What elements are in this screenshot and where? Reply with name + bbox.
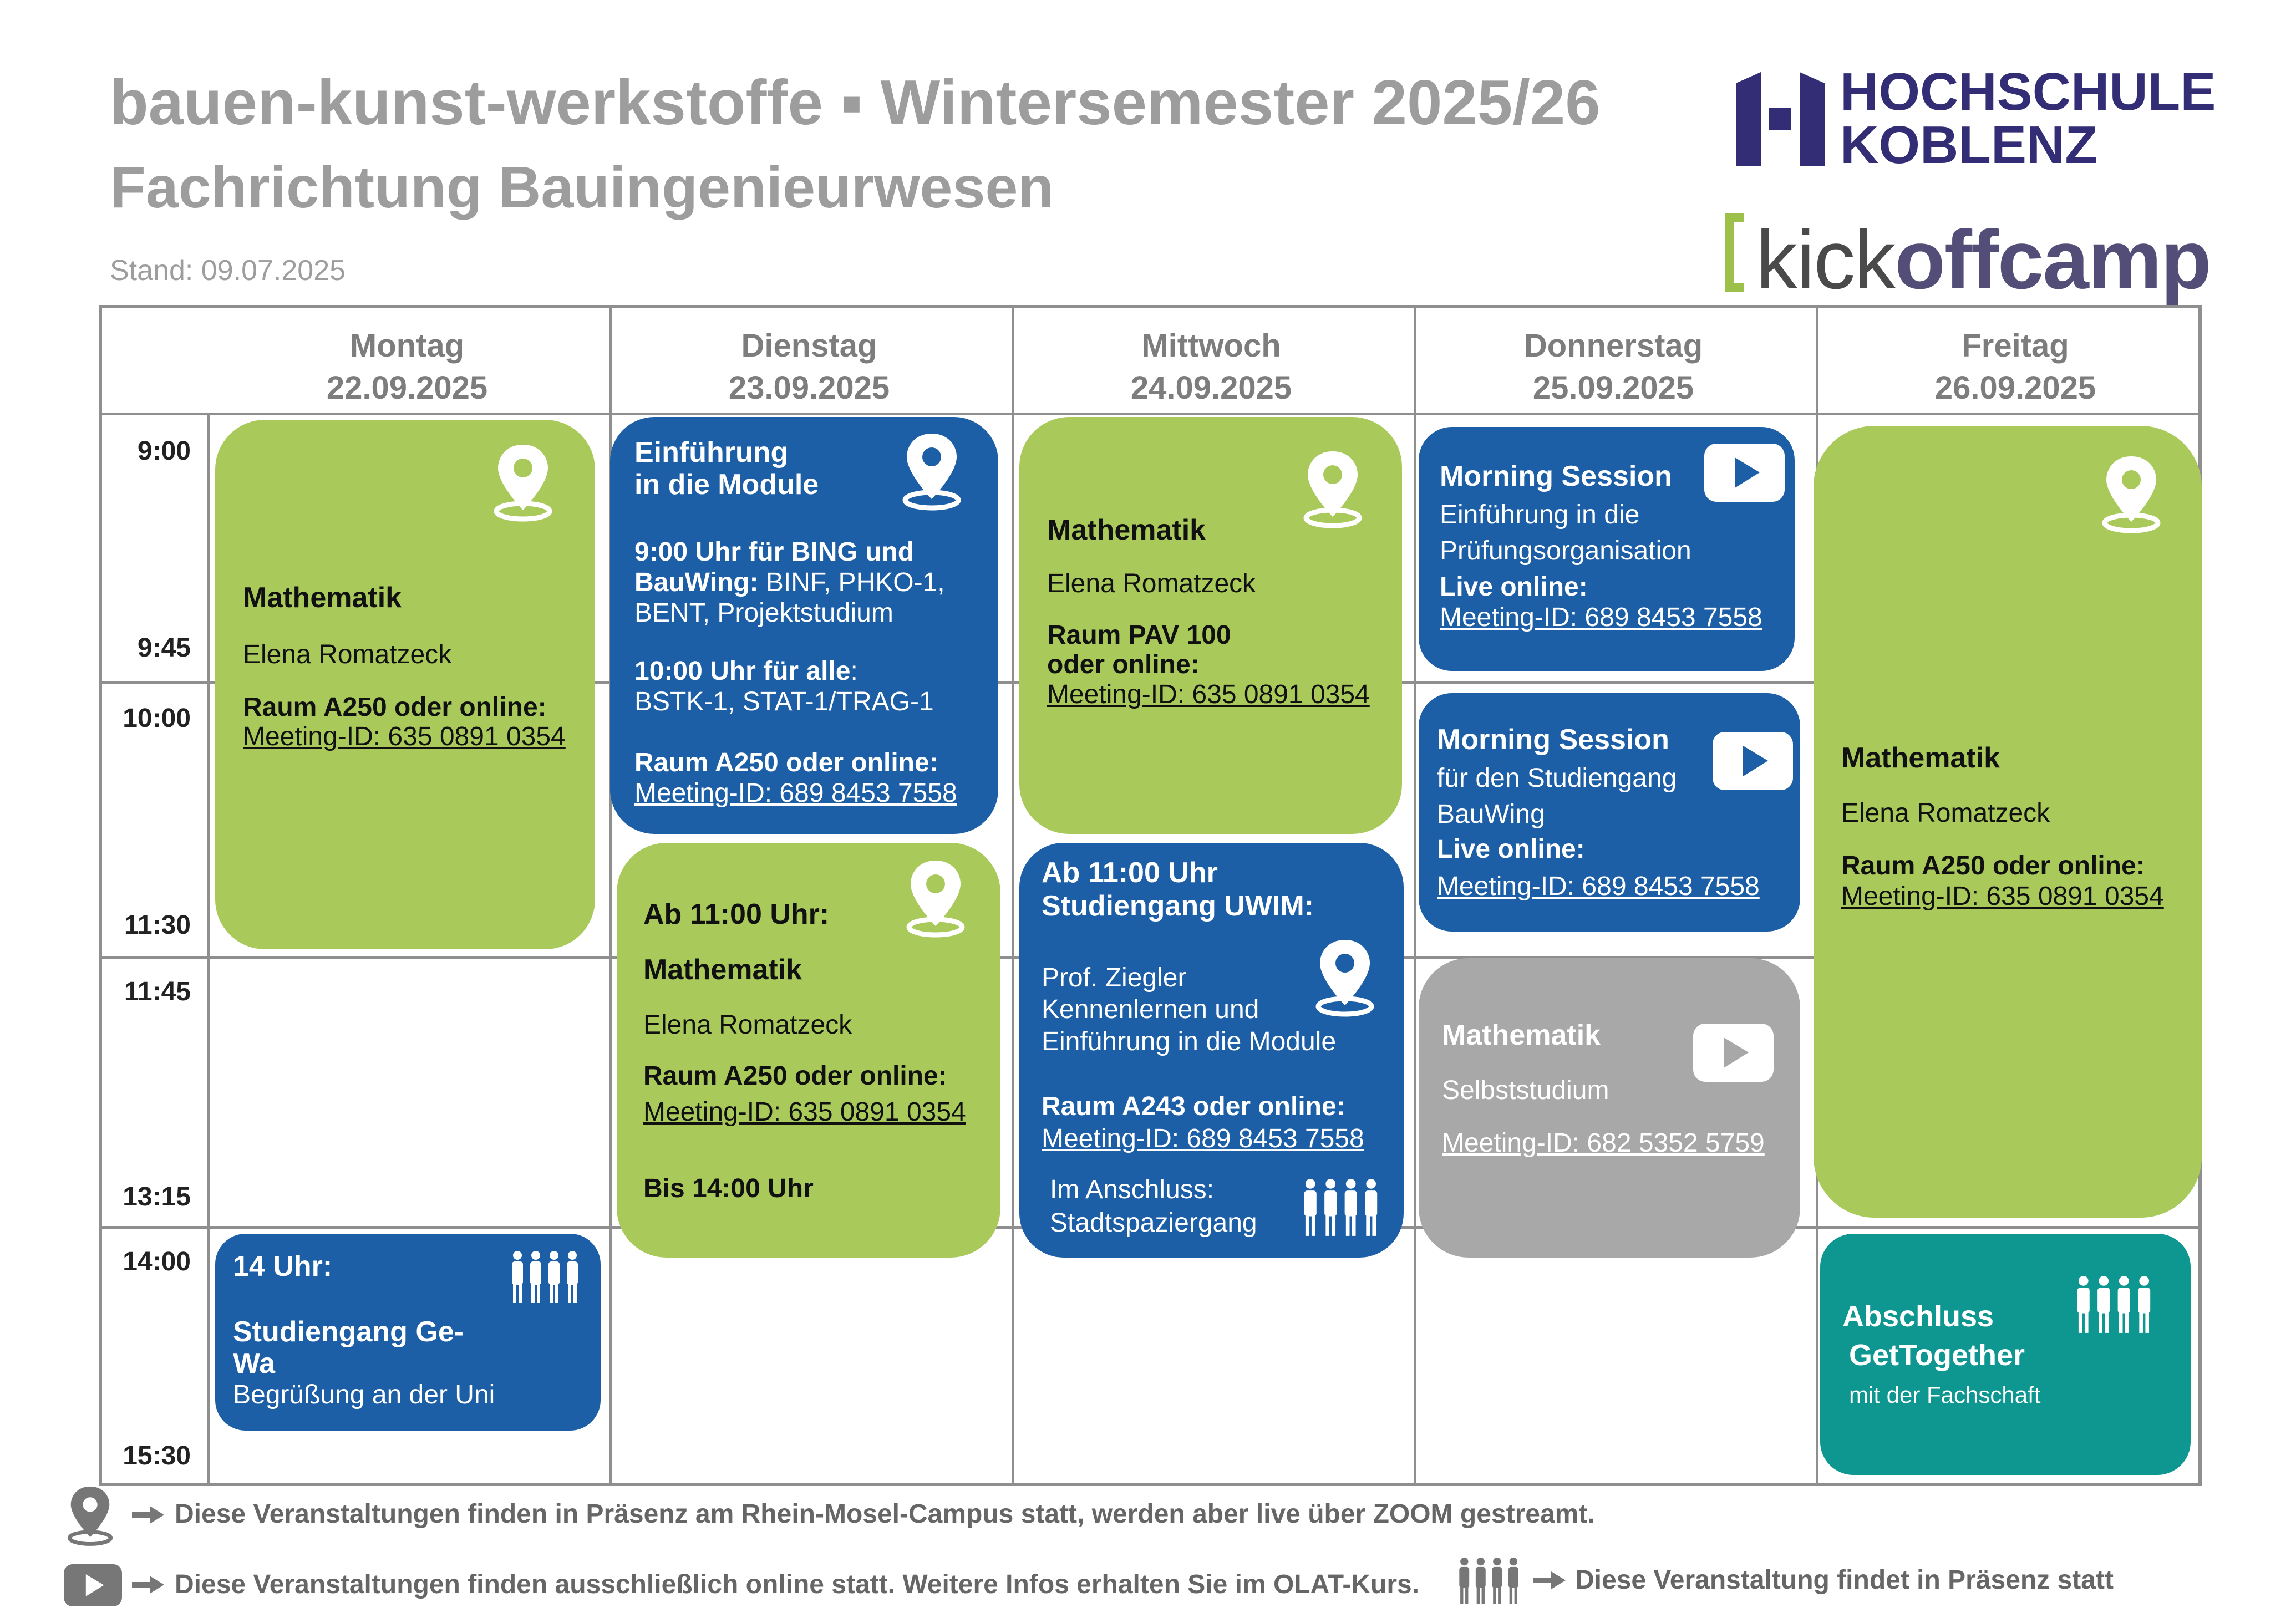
event-tuesday-mathematik[interactable]: [617, 843, 1000, 1258]
people-icon: [1456, 1557, 1522, 1604]
location-pin-icon: [2101, 456, 2162, 534]
event-meeting-link[interactable]: Meeting-ID: 689 8453 7558: [634, 779, 957, 808]
event-meeting-link[interactable]: Meeting-ID: 689 8453 7558: [1440, 603, 1762, 632]
event-followup: Im Anschluss:: [1050, 1175, 1215, 1204]
event-description: Selbststudium: [1442, 1076, 1609, 1105]
grid-line: [207, 413, 210, 1483]
event-title-cont: GetTogether: [1849, 1339, 2025, 1372]
location-pin-icon: [1314, 940, 1375, 1017]
event-detail: BENT, Projektstudium: [634, 598, 893, 628]
event-room: Raum A250 oder online:: [643, 1061, 947, 1091]
day-header-dienstag: Dienstag 23.09.2025: [728, 328, 890, 406]
event-thursday-morning-session-1[interactable]: [1419, 427, 1795, 671]
event-monday-mathematik[interactable]: [215, 420, 595, 949]
event-meeting-link[interactable]: Meeting-ID: 689 8453 7558: [1437, 872, 1760, 901]
logo-line-1: HOCHSCHULE: [1840, 62, 2216, 121]
logo-off: off: [1894, 213, 1998, 306]
event-title: Mathematik: [1442, 1019, 1601, 1051]
event-detail: BauWing: BINF, PHKO-1,: [634, 568, 945, 597]
grid-line: [1414, 308, 1416, 1483]
people-icon: [509, 1250, 581, 1303]
location-pin-icon: [67, 1486, 114, 1547]
video-play-icon: [1713, 732, 1793, 790]
event-room: Raum A250 oder online:: [634, 748, 938, 777]
event-thursday-mathematik-selbststudium[interactable]: [1419, 958, 1800, 1258]
time-label: 13:15: [123, 1182, 191, 1212]
event-title: Mathematik: [1047, 514, 1206, 546]
event-end-time: Bis 14:00 Uhr: [643, 1174, 814, 1203]
event-tuesday-einfuehrung-module[interactable]: [610, 417, 998, 834]
location-pin-icon: [901, 434, 962, 511]
event-detail: 10:00 Uhr für alle:: [634, 657, 858, 686]
event-title: Mathematik: [243, 582, 402, 614]
event-title: Mathematik: [1841, 742, 2000, 774]
people-icon: [2073, 1275, 2156, 1334]
hochschule-koblenz-logo-text: [1840, 62, 2216, 175]
event-title: Morning Session: [1440, 460, 1672, 492]
event-time: Ab 11:00 Uhr:: [643, 898, 830, 930]
event-friday-abschluss-gettogether[interactable]: [1820, 1234, 2191, 1475]
time-label: 10:00: [123, 704, 191, 733]
event-description: Prüfungsorganisation: [1440, 536, 1691, 566]
event-lecturer: Elena Romatzeck: [1047, 569, 1256, 598]
event-room: Raum A250 oder online:: [243, 693, 547, 722]
event-title: Morning Session: [1437, 724, 1669, 756]
event-description: mit der Fachschaft: [1849, 1382, 2041, 1408]
day-header-freitag: Freitag 26.09.2025: [1934, 328, 2096, 406]
event-wednesday-uwim[interactable]: [1019, 843, 1404, 1258]
kickoffcamp-bracket-icon: [1725, 213, 1744, 292]
grid-line: [102, 413, 2198, 415]
time-label: 14:00: [123, 1247, 191, 1276]
event-title: Ab 11:00 Uhr: [1042, 857, 1218, 889]
day-header-montag: Montag 22.09.2025: [326, 328, 488, 406]
legend-people-text: Diese Veranstaltung findet in Präsenz statt: [1575, 1565, 2114, 1595]
event-description: BauWing: [1437, 800, 1545, 829]
event-monday-studiengang-gewa[interactable]: [215, 1234, 601, 1431]
event-room: Raum PAV 100: [1047, 620, 1231, 650]
event-room: Raum A243 oder online:: [1042, 1092, 1345, 1121]
hochschule-koblenz-logo-mark: [1736, 72, 1825, 166]
event-description: Einführung in die Module: [1042, 1027, 1337, 1056]
logo-kick: kick: [1756, 213, 1895, 306]
event-room: Raum A250 oder online:: [1841, 851, 2145, 881]
event-room-cont: oder online:: [1047, 650, 1200, 679]
arrow-right-icon: [1533, 1569, 1567, 1591]
time-label: 15:30: [123, 1441, 191, 1471]
time-label: 9:00: [137, 436, 191, 466]
event-friday-mathematik[interactable]: [1814, 426, 2202, 1218]
event-thursday-morning-session-2[interactable]: [1419, 693, 1800, 932]
event-description: Einführung in die: [1440, 500, 1640, 530]
event-meeting-link[interactable]: Meeting-ID: 635 0891 0354: [643, 1097, 966, 1127]
event-meeting-link[interactable]: Meeting-ID: 682 5352 5759: [1442, 1128, 1765, 1158]
event-title: Studiengang Ge-: [233, 1316, 464, 1348]
event-lecturer: Elena Romatzeck: [643, 1010, 852, 1040]
event-followup: Stadtspaziergang: [1050, 1208, 1257, 1238]
kickoffcamp-logo: [1725, 212, 2211, 308]
event-title-cont: Studiengang UWIM:: [1042, 890, 1314, 922]
page-title: bauen-kunst-werkstoffe ▪ Wintersemester 2025/26: [110, 68, 1601, 138]
day-header-donnerstag: Donnerstag 25.09.2025: [1523, 328, 1703, 406]
page-subtitle: Fachrichtung Bauingenieurwesen: [110, 155, 1054, 220]
event-lecturer: Elena Romatzeck: [243, 640, 452, 669]
event-title-cont: Wa: [233, 1347, 276, 1380]
people-icon: [1299, 1178, 1383, 1237]
event-description: Prof. Ziegler: [1042, 963, 1187, 993]
legend-video-text: Diese Veranstaltungen finden ausschließlich online statt. Weitere Infos erhalten Sie im OLAT-Kurs.: [175, 1570, 1420, 1599]
location-pin-icon: [1302, 451, 1363, 529]
event-title-cont: in die Module: [634, 469, 819, 501]
event-description: Begrüßung an der Uni: [233, 1380, 495, 1410]
event-title: Mathematik: [643, 954, 802, 986]
time-label: 11:30: [124, 910, 191, 940]
video-play-icon: [1693, 1024, 1774, 1082]
video-play-icon: [1704, 444, 1785, 502]
logo-line-2: KOBLENZ: [1840, 115, 2097, 175]
time-label: 9:45: [137, 633, 191, 663]
event-description: für den Studiengang: [1437, 764, 1677, 793]
event-detail: BSTK-1, STAT-1/TRAG-1: [634, 687, 934, 716]
event-meeting-link[interactable]: Meeting-ID: 635 0891 0354: [243, 722, 566, 751]
time-label: 11:45: [124, 977, 191, 1006]
location-pin-icon: [492, 445, 553, 522]
day-header-mittwoch: Mittwoch 24.09.2025: [1130, 328, 1292, 406]
logo-camp: camp: [1997, 213, 2211, 306]
event-title: Einführung: [634, 436, 789, 469]
event-lecturer: Elena Romatzeck: [1841, 798, 2050, 828]
video-play-icon: [64, 1564, 122, 1607]
event-meeting-link[interactable]: Meeting-ID: 635 0891 0354: [1047, 680, 1370, 709]
event-time: 14 Uhr:: [233, 1250, 333, 1283]
arrow-right-icon: [132, 1504, 165, 1526]
event-description: Kennenlernen und: [1042, 995, 1259, 1024]
event-wednesday-mathematik[interactable]: [1019, 417, 1402, 834]
event-title: Abschluss: [1842, 1300, 1994, 1333]
event-live: Live online:: [1437, 835, 1585, 864]
location-pin-icon: [905, 861, 966, 938]
stand-date: Stand: 09.07.2025: [110, 255, 346, 287]
grid-line: [1012, 308, 1014, 1483]
event-meeting-link[interactable]: Meeting-ID: 689 8453 7558: [1042, 1124, 1364, 1153]
event-detail: 9:00 Uhr für BING und: [634, 537, 915, 567]
event-live: Live online:: [1440, 572, 1588, 602]
arrow-right-icon: [132, 1574, 165, 1596]
event-meeting-link[interactable]: Meeting-ID: 635 0891 0354: [1841, 882, 2164, 911]
legend-pin-text: Diese Veranstaltungen finden in Präsenz am Rhein-Mosel-Campus statt, werden aber live über ZOOM gestreamt.: [175, 1499, 1595, 1529]
